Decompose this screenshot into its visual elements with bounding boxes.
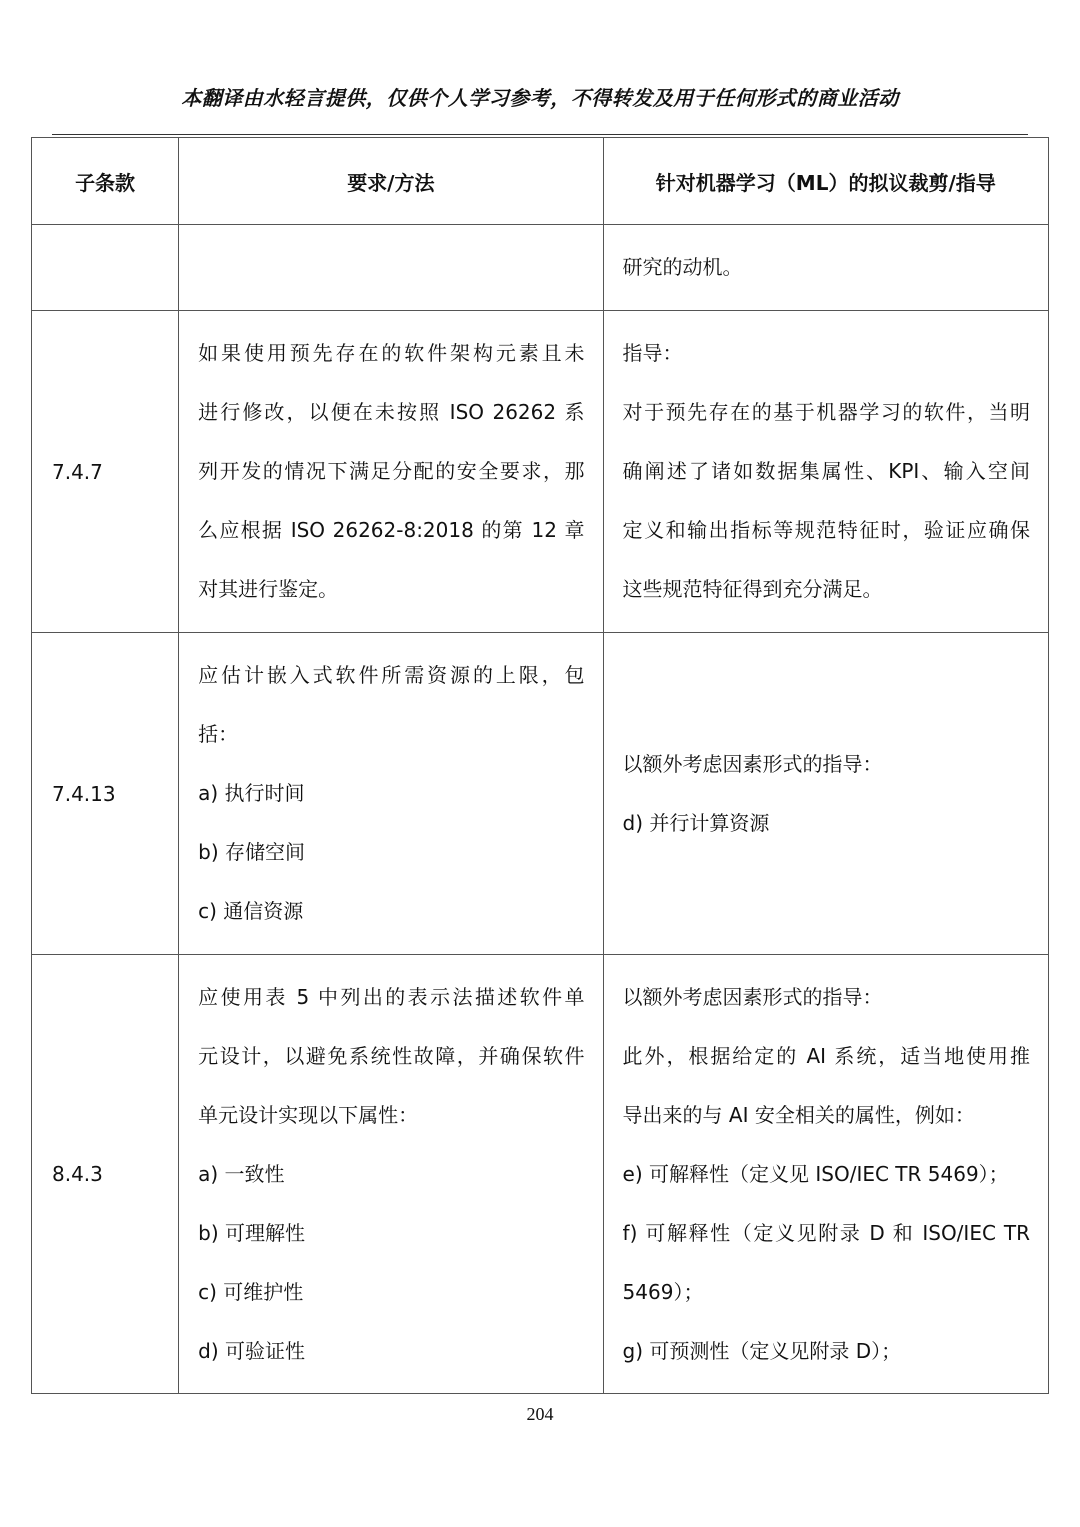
requirement-cell [179, 311, 603, 633]
requirement-line: a) 一致性 [198, 1161, 285, 1186]
requirement-cell [179, 955, 603, 1394]
guidance-line: 定义和输出指标等规范特征时，验证应确保 [622, 518, 1030, 542]
subclause-cell [32, 225, 179, 311]
table-header-row [32, 138, 1049, 225]
header-requirement: 要求/方法 [179, 138, 603, 225]
guidance-cell [603, 955, 1048, 1394]
requirements-table [31, 137, 1049, 1394]
guidance-line: d) 并行计算资源 [622, 810, 770, 835]
requirement-line: 应估计嵌入式软件所需资源的上限，包 [198, 663, 585, 687]
table-row [32, 225, 1049, 311]
guidance-line: g) 可预测性（定义见附录 D）； [622, 1338, 902, 1363]
guidance-line: 确阐述了诸如数据集属性、KPI、输入空间 [622, 459, 1030, 483]
requirement-line: 括： [198, 722, 239, 746]
guidance-cell [603, 633, 1048, 955]
requirement-line: c) 通信资源 [198, 899, 304, 923]
requirement-line: 么应根据 ISO 26262-8:2018 的第 12 章 [198, 518, 585, 542]
requirement-line: 如果使用预先存在的软件架构元素且未 [198, 341, 585, 365]
guidance-line: e) 可解释性（定义见 ISO/IEC TR 5469）； [622, 1161, 1009, 1186]
guidance-line: 研究的动机。 [622, 255, 743, 279]
requirement-line: a) 执行时间 [198, 781, 305, 805]
subclause-cell: 7.4.13 [32, 633, 179, 955]
table-row [32, 311, 1049, 633]
header-rule [52, 134, 1028, 135]
page-number: 204 [526, 1404, 554, 1424]
guidance-line: 以额外考虑因素形式的指导： [622, 984, 883, 1009]
requirement-cell [179, 225, 603, 311]
table-row [32, 955, 1049, 1394]
requirement-line: 单元设计实现以下属性： [198, 1102, 419, 1127]
guidance-cell [603, 311, 1048, 633]
guidance-line: 此外，根据给定的 AI 系统，适当地使用推 [622, 1043, 1030, 1068]
guidance-cell [603, 225, 1048, 311]
subclause-cell: 8.4.3 [32, 955, 179, 1394]
copyright-banner: 本翻译由水轻言提供，仅供个人学习参考，不得转发及用于任何形式的商业活动 [181, 86, 899, 110]
requirement-cell [179, 633, 603, 955]
header-guidance: 针对机器学习（ML）的拟议裁剪/指导 [603, 138, 1048, 225]
table-row [32, 633, 1049, 955]
requirement-line: d) 可验证性 [198, 1338, 305, 1363]
guidance-line: 以额外考虑因素形式的指导： [622, 751, 883, 776]
guidance-line: f) 可解释性（定义见附录 D 和 ISO/IEC TR [622, 1220, 1030, 1245]
requirement-line: b) 可理解性 [198, 1220, 305, 1245]
subclause-cell: 7.4.7 [32, 311, 179, 633]
requirement-line: 元设计，以避免系统性故障，并确保软件 [198, 1043, 585, 1068]
guidance-line: 导出来的与 AI 安全相关的属性，例如： [622, 1102, 975, 1127]
requirement-line: c) 可维护性 [198, 1279, 304, 1304]
requirement-line: 对其进行鉴定。 [198, 577, 339, 601]
guidance-line: 5469）； [622, 1279, 704, 1304]
guidance-line: 这些规范特征得到充分满足。 [622, 577, 883, 601]
header-subclause: 子条款 [32, 138, 179, 225]
requirement-line: b) 存储空间 [198, 840, 305, 864]
requirement-line: 进行修改，以便在未按照 ISO 26262 系 [198, 400, 585, 424]
guidance-line: 对于预先存在的基于机器学习的软件，当明 [622, 400, 1030, 424]
requirement-line: 列开发的情况下满足分配的安全要求，那 [198, 459, 585, 483]
requirement-line: 应使用表 5 中列出的表示法描述软件单 [198, 984, 585, 1009]
guidance-line: 指导： [622, 341, 683, 365]
